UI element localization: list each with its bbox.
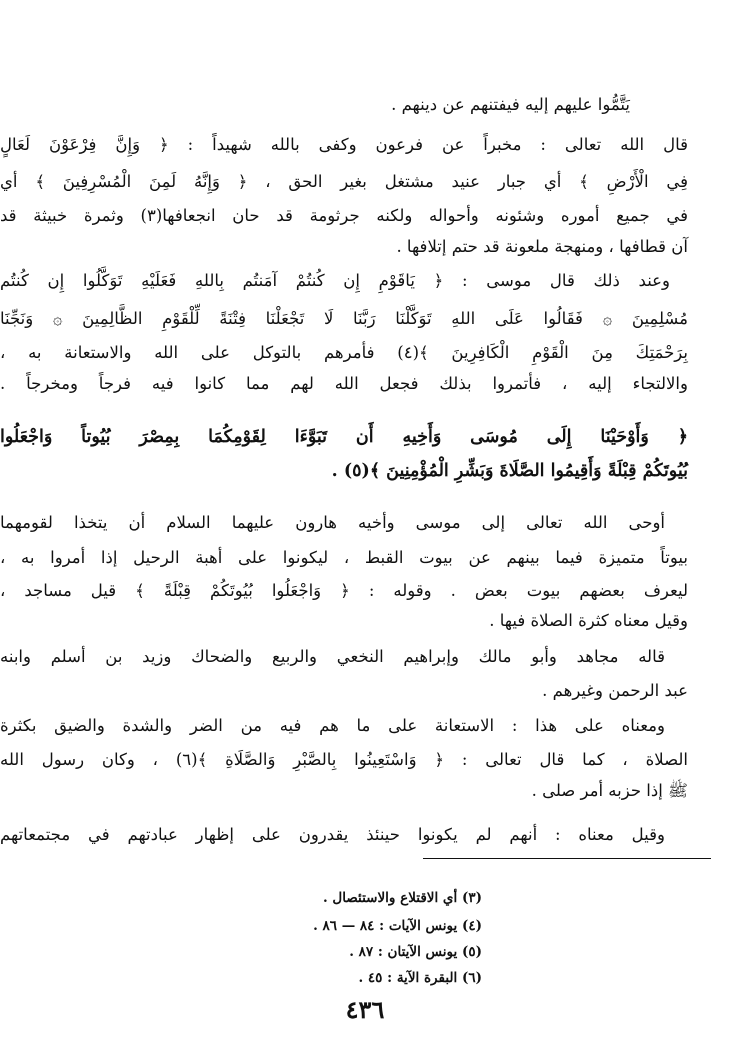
text-line: في جميع أموره وشئونه وأحواله ولكنه جرثومة قد حان انجعافها(٣) وثمرة خبيثة قد — [0, 206, 688, 225]
text-line: بيوتاً متميزة فيما بينهم عن بيوت القبط ، ليكونوا على أهبة الرحيل إذا أمروا به ، — [0, 548, 688, 567]
text-line: والالتجاء إليه ، فأتمروا بذلك فجعل الله لهم مما كانوا فيه فرجاً ومخرجاً . — [0, 374, 688, 393]
footnote: (٥) يونس الآيتان : ٨٧ . — [349, 943, 482, 960]
text-line: يَتَّمُّوا عليهم إليه فيفتنهم عن دينهم . — [391, 95, 630, 114]
footnote: (٤) يونس الآيات : ٨٤ — ٨٦ . — [313, 917, 482, 934]
text-line: ومعناه على هذا : الاستعانة على ما هم فيه من الضر والشدة والضيق بكثرة — [0, 716, 665, 735]
text-line: الصلاة ، كما قال تعالى : ﴿ وَاسْتَعِينُوا بِالصَّبْرِ وَالصَّلَاةِ ﴾(٦) ، وكان رسول الله — [0, 750, 688, 769]
text-line: وعند ذلك قال موسى : ﴿ يَاقَوْمِ إِن كُنتُمْ آمَنتُم بِاللهِ فَعَلَيْهِ تَوَكَّلُوا إِن كُنتُم — [0, 271, 670, 290]
text-line: فِي الْأَرْضِ ﴾ أي جبار عنيد مشتغل بغير الحق ، ﴿ وَإِنَّهُ لَمِنَ الْمُسْرِفِينَ ﴾ أي — [0, 172, 688, 191]
text-line: عبد الرحمن وغيرهم . — [542, 681, 688, 700]
footnote-separator — [423, 858, 711, 859]
text-line: بِرَحْمَتِكَ مِنَ الْقَوْمِ الْكَافِرِينَ ﴾(٤) فأمرهم بالتوكل على الله والاستعانة به ، — [0, 343, 688, 362]
quran-verse-line: ﴿ وَأَوْحَيْنَا إِلَى مُوسَى وَأَخِيهِ أَن تَبَوَّءَا لِقَوْمِكُمَا بِمِصْرَ بُيُوتاً وَاجْعَلُوا — [0, 427, 688, 447]
text-line: أوحى الله تعالى إلى موسى وأخيه هارون عليهما السلام أن يتخذا لقومهما — [0, 513, 665, 532]
text-line: وقيل معناه : أنهم لم يكونوا حينئذ يقدرون على إظهار عبادتهم في مجتمعاتهم — [0, 825, 665, 844]
footnote: (٦) البقرة الآية : ٤٥ . — [358, 969, 482, 986]
quran-verse-line: بُيُوتَكُمْ قِبْلَةً وَأَقِيمُوا الصَّلَاةَ وَبَشِّرِ الْمُؤْمِنِينَ ﴾(٥) . — [331, 461, 688, 481]
text-line: ﷺ إذا حزبه أمر صلى . — [531, 781, 688, 800]
footnote: (٣) أي الاقتلاع والاستئصال . — [322, 889, 482, 906]
text-line: مُسْلِمِينَ ۞ فَقَالُوا عَلَى اللهِ تَوَكَّلْنَا رَبَّنَا لَا تَجْعَلْنَا فِتْنَةً لِّلْقَوْمِ الظَّالِمِينَ ۞ وَنَجِّنَا — [0, 309, 688, 328]
text-line: ليعرف بعضهم بيوت بعض . وقوله : ﴿ وَاجْعَلُوا بُيُوتَكُمْ قِبْلَةً ﴾ قيل مساجد ، — [0, 581, 688, 600]
page-number: ٤٣٦ — [345, 995, 385, 1024]
text-line: قاله مجاهد وأبو مالك وإبراهيم النخعي والربيع والضحاك وزيد بن أسلم وابنه — [0, 647, 665, 666]
text-line: آن قطافها ، ومنهجة ملعونة قد حتم إتلافها . — [396, 237, 688, 256]
text-line: قال الله تعالى : مخبراً عن فرعون وكفى بالله شهيداً : ﴿ وَإِنَّ فِرْعَوْنَ لَعَالٍ — [0, 135, 688, 154]
text-line: وقيل معناه كثرة الصلاة فيها . — [489, 611, 688, 630]
